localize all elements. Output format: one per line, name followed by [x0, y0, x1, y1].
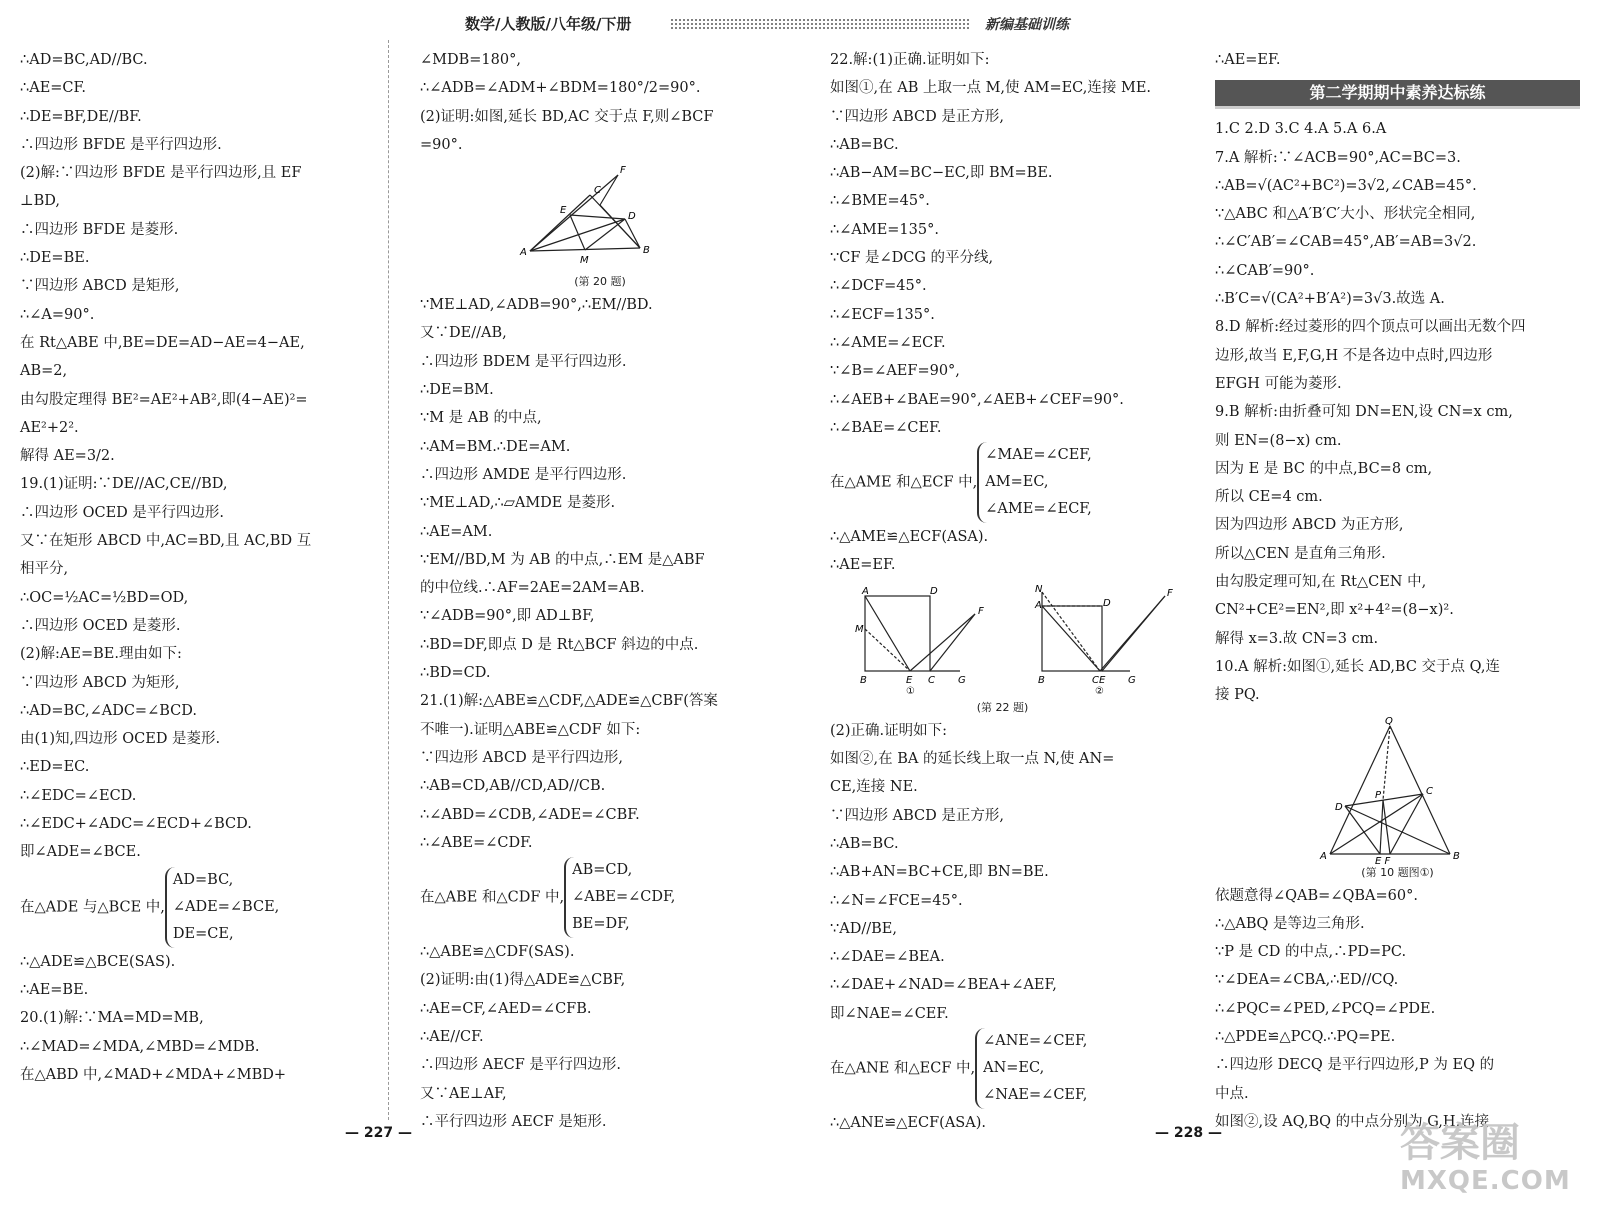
text-line: ∴∠ABD=∠CDB,∠ADE=∠CBF. [420, 806, 640, 823]
text-line: ∵CF 是∠DCG 的平分线, [830, 250, 994, 267]
svg-text:E: E [906, 674, 913, 686]
system-line: AN=EC, [983, 1060, 1045, 1077]
svg-text:G: G [1128, 674, 1136, 686]
system-line: ∠ANE=∠CEF, [983, 1033, 1088, 1050]
text-line: (2)解:AE=BE.理由如下: [20, 646, 182, 663]
figure-10-caption: (第 10 题图①) [1361, 865, 1434, 879]
svg-text:F: F [978, 605, 984, 617]
svg-text:G: G [958, 674, 966, 686]
text-line: ∴△ADE≌△BCE(SAS). [20, 953, 176, 970]
text-line: 在△ABD 中,∠MAD+∠MDA+∠MBD+ [20, 1066, 287, 1083]
col2-mid-lines [420, 291, 780, 857]
svg-text:F: F [1167, 587, 1173, 599]
figure-20-caption: (第 20 题) [574, 275, 626, 289]
text-line: 如图②,在 BA 的延长线上取一点 N,使 AN= [830, 751, 1115, 768]
svg-text:B: B [1038, 674, 1045, 686]
text-line: ∵四边形 ABCD 为矩形, [20, 674, 180, 691]
system-prefix: 在△AME 和△ECF 中, [830, 474, 978, 491]
text-line: ∵M 是 AB 的中点, [420, 410, 542, 427]
col1-lines [20, 46, 380, 867]
text-line: ∴AB=BC. [830, 136, 899, 153]
text-line: ∴AB=CD,AB//CD,AD//CB. [420, 778, 606, 795]
text-line: ∴四边形 AECF 是平行四边形. [420, 1057, 622, 1074]
text-line: ∴DE=BF,DE//BF. [20, 108, 142, 125]
text-line: ∴∠AME=∠ECF. [830, 334, 946, 351]
text-line: 又∵在矩形 ABCD 中,AC=BD,且 AC,BD 互 [20, 533, 312, 550]
col2-equation-system [420, 857, 780, 938]
text-line: 21.(1)解:△ABE≌△CDF,△ADE≌△CBF(答案 [420, 693, 718, 710]
text-line: ∴∠CAB′=90°. [1215, 262, 1315, 279]
watermark-line-1: 答案圈 [1400, 1120, 1520, 1166]
text-line: ∴∠A=90°. [20, 306, 95, 323]
subject-label: 数学/人教版/八年级/下册 [465, 15, 632, 33]
text-line: ∴△ABE≌△CDF(SAS). [420, 944, 575, 961]
text-line: (2)证明:由(1)得△ADE≌△CBF, [420, 972, 626, 989]
svg-text:M: M [580, 255, 589, 267]
text-line: ∵∠ADB=90°,即 AD⊥BF, [420, 608, 595, 625]
text-line: 如图①,在 AB 上取一点 M,使 AM=EC,连接 ME. [830, 80, 1152, 97]
svg-text:M: M [855, 623, 864, 635]
text-line: 边形,故当 E,F,G,H 不是各边中点时,四边形 [1215, 347, 1493, 364]
text-line: ∴AD=BC,AD//BC. [20, 52, 148, 68]
watermark-line-2: MXQE.COM [1400, 1166, 1571, 1196]
text-line: ∵∠B=∠AEF=90°, [830, 363, 960, 380]
text-line: ∠MDB=180°, [420, 52, 521, 68]
text-line: 则 EN=(8−x) cm. [1215, 432, 1342, 449]
text-line: ∴∠EDC=∠ECD. [20, 787, 137, 804]
col4-lines [1215, 115, 1580, 709]
text-line: ∵△ABC 和△A′B′C′大小、形状完全相同, [1215, 206, 1476, 223]
system-line: ∠MAE=∠CEF, [985, 447, 1092, 464]
system-line: BE=DF, [572, 916, 630, 933]
svg-text:②: ② [1095, 685, 1104, 697]
text-line: ∴DE=BM. [420, 382, 494, 399]
svg-text:B: B [860, 674, 867, 686]
text-line: ∴四边形 OCED 是菱形. [20, 617, 181, 634]
svg-text:CE: CE [1092, 674, 1106, 686]
text-line: (2)证明:如图,延长 BD,AC 交于点 F,则∠BCF [420, 108, 714, 125]
text-line: ∴DE=BE. [20, 250, 90, 267]
svg-text:A: A [862, 585, 869, 597]
text-line: ∴AM=BM.∴DE=AM. [420, 438, 571, 455]
text-line: 20.(1)解:∵MA=MD=MB, [20, 1010, 204, 1027]
figure-22-caption: (第 22 题) [976, 700, 1029, 714]
text-line: ∴BD=DF,即点 D 是 Rt△BCF 斜边的中点. [420, 636, 699, 653]
col2-top-lines [420, 46, 780, 159]
system-brace [165, 867, 279, 948]
col1-equation-system [20, 867, 380, 948]
text-line: 22.解:(1)正确.证明如下: [830, 52, 990, 68]
text-line: ∴∠DAE+∠NAD=∠BEA+∠AEF, [830, 977, 1057, 994]
svg-text:D: D [1335, 801, 1343, 813]
text-line: 在 Rt△ABE 中,BE=DE=AD−AE=4−AE, [20, 334, 305, 351]
text-line: ∴AB=√(AC²+BC²)=3√2,∠CAB=45°. [1215, 177, 1477, 194]
text-line: ∴∠DCF=45°. [830, 278, 927, 295]
text-line: ∴AE=BE. [20, 981, 89, 998]
text-line: ∵AD//BE, [830, 920, 897, 937]
text-line: 由勾股定理可知,在 Rt△CEN 中, [1215, 574, 1427, 591]
watermark [1400, 1120, 1590, 1210]
text-line: ∴四边形 BFDE 是平行四边形. [20, 136, 222, 153]
text-line: ∴∠ADB=∠ADM+∠BDM=180°/2=90°. [420, 80, 701, 97]
section-title: 第二学期期中素养达标练 [1215, 80, 1580, 109]
text-line: 因为四边形 ABCD 为正方形, [1215, 517, 1404, 534]
system-brace [977, 442, 1091, 523]
col3-mid-lines [830, 523, 1175, 580]
col1-tail-lines [20, 948, 380, 1089]
text-line: ∴B′C=√(CA²+B′A²)=3√3.故选 A. [1215, 291, 1445, 308]
text-line: ∵四边形 ABCD 是平行四边形, [420, 749, 623, 766]
svg-text:E: E [560, 205, 567, 217]
svg-text:D: D [930, 585, 938, 597]
col4-top-lines [1215, 46, 1580, 74]
text-line: ∵ME⊥AD,∴▱AMDE 是菱形. [420, 495, 616, 512]
text-line: 接 PQ. [1215, 687, 1260, 704]
text-line: ∴AB−AM=BC−EC,即 BM=BE. [830, 165, 1053, 182]
text-line: 即∠NAE=∠CEF. [830, 1005, 949, 1022]
system-brace [975, 1028, 1087, 1109]
text-line: ∴四边形 AMDE 是平行四边形. [420, 466, 627, 483]
system-line: ∠AME=∠ECF, [985, 501, 1092, 518]
text-line: CN²+CE²=EN²,即 x²+4²=(8−x)². [1215, 602, 1454, 619]
text-line: ∴四边形 BDEM 是平行四边形. [420, 353, 627, 370]
svg-text:C: C [1426, 785, 1433, 797]
text-line: 中点. [1215, 1085, 1249, 1102]
col3-top-lines [830, 46, 1175, 442]
text-line: 即∠ADE=∠BCE. [20, 844, 141, 861]
text-line: (2)解:∵四边形 BFDE 是平行四边形,且 EF [20, 165, 302, 182]
text-line: ∵四边形 ABCD 是矩形, [20, 278, 180, 295]
col3-low-lines [830, 717, 1175, 1028]
text-line: AE²+2². [20, 419, 79, 436]
column-3 [830, 46, 1175, 1137]
system-line: DE=CE, [172, 925, 234, 942]
text-line: ∴∠MAD=∠MDA,∠MBD=∠MDB. [20, 1038, 260, 1055]
svg-text:①: ① [906, 685, 915, 697]
text-line: EFGH 可能为菱形. [1215, 375, 1342, 392]
col3-equation-system-2 [830, 1028, 1175, 1109]
svg-text:E F: E F [1375, 855, 1391, 864]
text-line: ∴AD=BC,∠ADC=∠BCD. [20, 702, 197, 719]
text-line: ⊥BD, [20, 193, 61, 210]
text-line: ∴四边形 DECQ 是平行四边形,P 为 EQ 的 [1215, 1057, 1495, 1074]
text-line: 所以△CEN 是直角三角形. [1215, 545, 1386, 562]
page-number-left: — 227 — [345, 1125, 412, 1141]
text-line: 相平分, [20, 561, 69, 578]
svg-text:Q: Q [1385, 715, 1393, 727]
text-line: ∵四边形 ABCD 是正方形, [830, 108, 1004, 125]
text-line: ∵EM//BD,M 为 AB 的中点,∴EM 是△ABF [420, 551, 705, 568]
col2-tail-lines [420, 938, 780, 1136]
text-line: AB=2, [20, 363, 68, 380]
text-line: 又∵AE⊥AF, [420, 1085, 507, 1102]
svg-text:D: D [628, 211, 636, 223]
text-line: =90°. [420, 136, 463, 153]
text-line: ∵P 是 CD 的中点,∴PD=PC. [1215, 944, 1407, 961]
text-line: ∴AB=BC. [830, 835, 899, 852]
text-line: ∴∠N=∠FCE=45°. [830, 892, 963, 909]
system-line: ∠NAE=∠CEF, [983, 1087, 1088, 1104]
system-prefix: 在△ADE 与△BCE 中, [20, 899, 165, 916]
col3-tail-lines [830, 1109, 1175, 1137]
text-line: ∴四边形 BFDE 是菱形. [20, 221, 179, 238]
system-line: AD=BC, [172, 871, 234, 888]
text-line: ∴四边形 OCED 是平行四边形. [20, 504, 225, 521]
text-line: ∴ED=EC. [20, 759, 90, 776]
text-line: 解得 x=3.故 CN=3 cm. [1215, 630, 1379, 647]
header-dot-band [670, 18, 970, 30]
text-line: 又∵DE//AB, [420, 325, 507, 342]
text-line: ∴AE=CF,∠AED=∠CFB. [420, 1000, 592, 1017]
svg-text:F: F [620, 165, 626, 177]
text-line: ∵ME⊥AD,∠ADB=90°,∴EM//BD. [420, 297, 653, 314]
text-line: 因为 E 是 BC 的中点,BC=8 cm, [1215, 460, 1433, 477]
text-line: ∴BD=CD. [420, 665, 491, 682]
text-line: CE,连接 NE. [830, 779, 918, 796]
text-line: ∴△ABQ 是等边三角形. [1215, 915, 1365, 932]
figure-20-diagram [420, 163, 780, 273]
text-line: ∴AE=CF. [20, 80, 86, 97]
system-line: ∠ADE=∠BCE, [172, 898, 280, 915]
text-line: ∴∠DAE=∠BEA. [830, 949, 945, 966]
svg-text:C: C [928, 674, 935, 686]
text-line: 的中位线.∴AF=2AE=2AM=AB. [420, 580, 645, 597]
text-line: ∴AB+AN=BC+CE,即 BN=BE. [830, 864, 1049, 881]
page-header [440, 8, 1200, 38]
text-line: 19.(1)证明:∵DE//AC,CE//BD, [20, 476, 228, 493]
figure-10-diagram [1215, 714, 1580, 864]
figure-22-diagram [830, 584, 1175, 699]
svg-text:C: C [594, 185, 601, 197]
column-2 [420, 46, 780, 1136]
system-brace [564, 857, 675, 938]
page-number-right: — 228 — [1155, 1125, 1222, 1141]
column-1 [20, 46, 380, 1089]
system-line: AM=EC, [985, 474, 1049, 491]
brand-label: 新编基础训练 [985, 17, 1069, 33]
text-line: 如图②,设 AQ,BQ 的中点分别为 G,H,连接 [1215, 1113, 1490, 1130]
svg-text:A: A [1320, 850, 1327, 862]
text-line: ∴平行四边形 AECF 是矩形. [420, 1113, 607, 1130]
text-line: 由(1)知,四边形 OCED 是菱形. [20, 731, 221, 748]
text-line: 10.A 解析:如图①,延长 AD,BC 交于点 Q,连 [1215, 658, 1500, 675]
text-line: 所以 CE=4 cm. [1215, 489, 1323, 506]
text-line: ∴∠C′AB′=∠CAB=45°,AB′=AB=3√2. [1215, 234, 1477, 251]
text-line: 不唯一).证明△ABE≌△CDF 如下: [420, 721, 641, 738]
system-prefix: 在△ANE 和△ECF 中, [830, 1060, 976, 1077]
system-line: ∠ABE=∠CDF, [572, 889, 676, 906]
text-line: ∴∠BME=45°. [830, 193, 930, 210]
text-line: ∵∠DEA=∠CBA,∴ED//CQ. [1215, 972, 1399, 989]
text-line: ∴AE//CF. [420, 1029, 484, 1046]
col3-equation-system-1 [830, 442, 1175, 523]
text-line: ∴△ANE≌△ECF(ASA). [830, 1115, 986, 1132]
text-line: 1.C 2.D 3.C 4.A 5.A 6.A [1215, 121, 1387, 138]
text-line: ∴∠AEB+∠BAE=90°,∠AEB+∠CEF=90°. [830, 391, 1124, 408]
col4-tail-lines [1215, 882, 1580, 1137]
column-4 [1215, 46, 1580, 1136]
svg-text:A: A [520, 247, 527, 259]
text-line: 解得 AE=3/2. [20, 448, 115, 465]
svg-text:B: B [1453, 850, 1460, 862]
text-line: 9.B 解析:由折叠可知 DN=EN,设 CN=x cm, [1215, 404, 1513, 421]
text-line: ∵四边形 ABCD 是正方形, [830, 807, 1004, 824]
text-line: ∴∠ECF=135°. [830, 306, 935, 323]
text-line: ∴△PDE≌△PCQ.∴PQ=PE. [1215, 1029, 1396, 1046]
text-line: ∴∠BAE=∠CEF. [830, 419, 942, 436]
svg-text:P: P [1375, 789, 1382, 801]
text-line: ∴AE=AM. [420, 523, 493, 540]
svg-text:B: B [643, 245, 650, 257]
svg-text:D: D [1103, 597, 1111, 609]
system-line: AB=CD, [572, 862, 633, 879]
text-line: (2)正确.证明如下: [830, 722, 948, 739]
svg-text:N: N [1035, 583, 1043, 595]
text-line: 7.A 解析:∵∠ACB=90°,AC=BC=3. [1215, 149, 1461, 166]
text-line: ∴∠EDC+∠ADC=∠ECD+∠BCD. [20, 816, 252, 833]
text-line: ∴AE=EF. [1215, 52, 1281, 68]
text-line: ∴OC=½AC=½BD=OD, [20, 589, 189, 606]
text-line: 由勾股定理得 BE²=AE²+AB²,即(4−AE)²= [20, 391, 308, 408]
svg-text:A: A [1035, 599, 1042, 611]
text-line: ∴∠PQC=∠PED,∠PCQ=∠PDE. [1215, 1000, 1436, 1017]
text-line: 8.D 解析:经过菱形的四个顶点可以画出无数个四 [1215, 319, 1526, 336]
text-line: ∴∠ABE=∠CDF. [420, 834, 533, 851]
text-line: ∴AE=EF. [830, 557, 896, 574]
text-line: 依题意得∠QAB=∠QBA=60°. [1215, 887, 1418, 904]
text-line: ∴∠AME=135°. [830, 221, 939, 238]
text-line: ∴△AME≌△ECF(ASA). [830, 529, 989, 546]
page-gutter [388, 40, 389, 1120]
system-prefix: 在△ABE 和△CDF 中, [420, 889, 565, 906]
